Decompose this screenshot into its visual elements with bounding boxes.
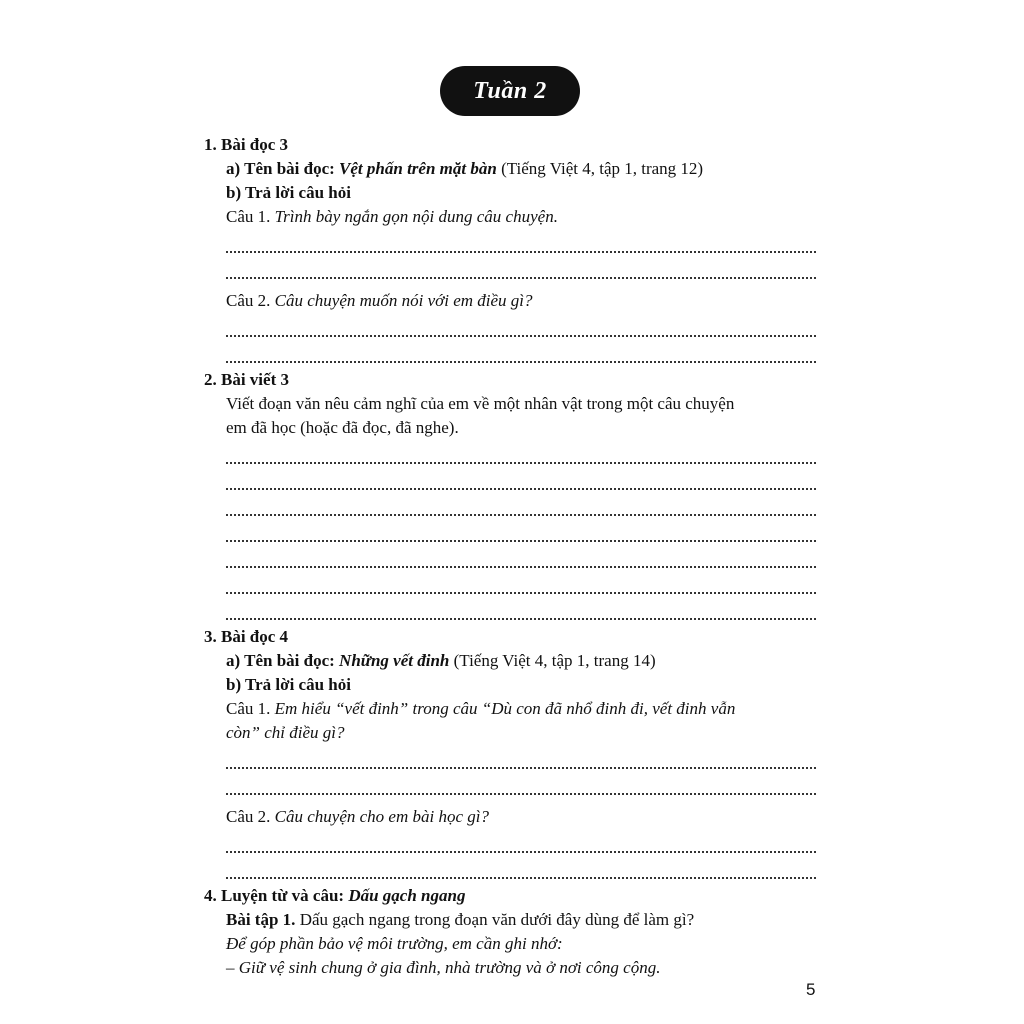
answer-line[interactable]: [226, 253, 816, 279]
exercise-1: [204, 908, 816, 932]
answer-line[interactable]: [226, 313, 816, 337]
answer-line[interactable]: [226, 542, 816, 568]
answer-line[interactable]: [226, 337, 816, 363]
answer-line[interactable]: [226, 464, 816, 490]
question-text: Câu chuyện cho em bài học gì?: [274, 807, 489, 826]
answer-line[interactable]: [226, 829, 816, 853]
section-1-reading-name: [204, 157, 816, 181]
week-badge: Tuần 2: [440, 66, 580, 116]
question-prefix: Câu 2.: [226, 291, 271, 310]
question-text: Trình bày ngắn gọn nội dung câu chuyện.: [274, 207, 558, 226]
reading-title: Những vết đinh: [339, 651, 450, 670]
question-2: [204, 289, 816, 313]
exercise-passage-line-1: Để góp phần bảo vệ môi trường, em cần ghi nhớ:: [226, 934, 563, 953]
section-3-title: 3. Bài đọc 4: [204, 627, 289, 646]
question-prefix: Câu 2.: [226, 807, 271, 826]
section-4-title-topic: Dấu gạch ngang: [348, 886, 466, 905]
question-prefix: Câu 1.: [226, 207, 271, 226]
answer-heading: b) Trả lời câu hỏi: [226, 675, 351, 694]
answer-line[interactable]: [226, 490, 816, 516]
question-2: [204, 805, 816, 829]
question-text: Câu chuyện muốn nói với em điều gì?: [274, 291, 533, 310]
question-prefix: Câu 1.: [226, 699, 271, 718]
answer-line[interactable]: [226, 745, 816, 769]
writing-prompt-line-1: Viết đoạn văn nêu cảm nghĩ của em về một nhân vật trong một câu chuyện: [226, 394, 735, 413]
section-3-reading-name: [204, 649, 816, 673]
answer-line[interactable]: [226, 440, 816, 464]
page-number: 5: [806, 980, 816, 999]
answer-line[interactable]: [226, 853, 816, 879]
reading-name-label: a) Tên bài đọc:: [226, 651, 335, 670]
reading-name-label: a) Tên bài đọc:: [226, 159, 335, 178]
answer-line[interactable]: [226, 229, 816, 253]
exercise-passage-line-2: – Giữ vệ sinh chung ở gia đình, nhà trường và ở nơi công cộng.: [226, 958, 661, 977]
reading-reference: (Tiếng Việt 4, tập 1, trang 14): [453, 651, 656, 670]
reading-reference: (Tiếng Việt 4, tập 1, trang 12): [501, 159, 704, 178]
question-1-continued: còn” chỉ điều gì?: [226, 723, 345, 742]
question-1: [204, 697, 816, 721]
section-4-title-plain: 4. Luyện từ và câu:: [204, 886, 345, 905]
section-4-title: [204, 883, 816, 908]
section-1-title: 1. Bài đọc 3: [204, 135, 289, 154]
exercise-label: Bài tập 1.: [226, 910, 296, 929]
answer-line[interactable]: [226, 516, 816, 542]
writing-prompt-line-2: em đã học (hoặc đã đọc, đã nghe).: [226, 418, 459, 437]
answer-line[interactable]: [226, 594, 816, 620]
answer-line[interactable]: [226, 769, 816, 795]
section-2-title: 2. Bài viết 3: [204, 370, 289, 389]
reading-title: Vệt phấn trên mặt bàn: [339, 159, 497, 178]
answer-heading: b) Trả lời câu hỏi: [226, 183, 351, 202]
question-1: [204, 205, 816, 229]
exercise-text: Dấu gạch ngang trong đoạn văn dưới đây dùng để làm gì?: [299, 910, 695, 929]
question-text: Em hiểu “vết đinh” trong câu “Dù con đã nhổ đinh đi, vết đinh vẫn: [274, 699, 736, 718]
answer-line[interactable]: [226, 568, 816, 594]
page-content: [204, 128, 816, 980]
